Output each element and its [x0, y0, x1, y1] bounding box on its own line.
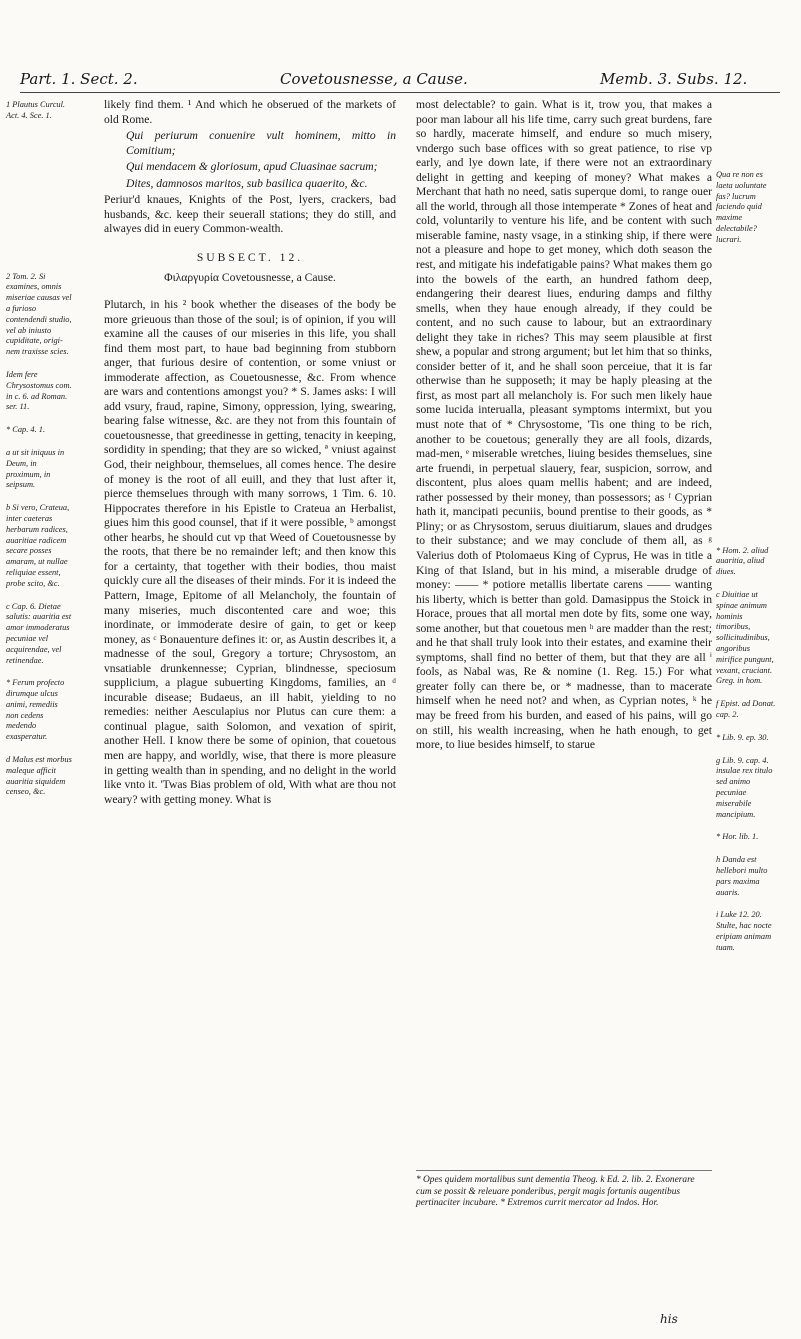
main-paragraph-continued: most delectable? to gain. What is it, trow you, that makes a poor man labour all his life time, carry such great burdens, fare so hardly, macerate himself, and endure so much misery, vndergo such base offices with so great patience, to rise vp early, and lye down late, if there were not an extraordinary delight in getting and keeping of money? What makes a Merchant that hath no need, satis superque domi, to range ouer all the world, through all those intemperate * Zones of heat and cold, voluntarily to venture his life, and be content with such miserable famine, nasty vsage, in a stinking ship, if there were not a pleasure and hope to get money, which doth season the rest, and mitigate his indefatigable pains? What makes them go into the bowels of the earth, an hundred fathom deep, endangering their dearest liues, enduring damps and filthy smells, when they haue enough already, if they could be content, and no such cause to labour, but an extraordinary delight they take in riches? This may seem plausible at first shew, a popular and strong argument; but let him that so thinks, consider better of it, and he shall soon perceiue, that it is far otherwise than he supposeth; it may be haply pleasing at the first, as most part all melancholy is. For such men likely haue some lucida interualla, pleasant symptoms intermixt, but you must note that of * Chrysostome, 'Tis one thing to be rich, another to be couetous; generally they are all fools, dizards, mad-men, ᵉ miserable wretches, liuing besides themselues, sine arte fruendi, in perpetual slauery, fear, suspicion, sorrow, and discontent, plus aloes quam mellis habent; and are indeed, rather possessed by their money, than possessors; as ᶠ Cyprian hath it, mancipati pecuniis, bound prentise to their goods, as * Pliny; or as Chrysostom, seruus diuitiarum, slaues and drudges to their substance; and we may conclude of them all, as ᵍ Valerius doth of Ptolomaeus King of Cyprus, He was in title a King of that Island, but in his mind, a miserable drudge of money: —— * potiore metallis libertate carens —— wanting his liberty, which is better than gold. Damasippus the Stoick in Horace, proues that all mortal men dote by fits, some one way, some another, but that couetous men ʰ are madder than the rest; and he that shall truly look into their estates, and examine their symptoms, shall find no better of them, but that they are all ⁱ fools, as Nabal was, Re & nomine (1. Reg. 15.) For what greater folly can there be, or * madnesse, than to macerate himself when he need not? and when, as Cyprian notes, ᵏ he may be freed from his burden, and eased of his pains, will go on still, his wealth increasing, when he hath enough, to get more, to liue besides himself, to staruе	[416, 98, 712, 752]
header-memb: Memb. 3. Subs. 12.	[600, 70, 748, 88]
running-header	[20, 68, 780, 93]
marginal-note: c Cap. 6. Dietae salutis: auaritia est amor immoderatus pecuniae vel acquirendae, vel retinendae.	[6, 601, 72, 665]
header-part: Part. 1. Sect. 2.	[20, 70, 138, 88]
intro-text: likely find them. ¹ And which he obserued of the markets of old Rome.	[104, 98, 396, 126]
marginal-note: i Luke 12. 20. Stulte, hac nocte eripiam animam tuam.	[716, 910, 772, 952]
left-column	[104, 98, 396, 807]
marginal-note: * Lib. 9. ep. 30.	[716, 732, 769, 742]
main-paragraph: Plutarch, in his ² book whether the diseases of the body be more grieuous than those of the soul; is of opinion, if you will examine all the causes of our miseries in this life, you shall find them most part, to haue bad beginning from stubborn anger, that furious desire of contention, or some vniust or immoderate affection, as Couetousnesse, &c. From whence are wars and contentions amongst you? * S. James asks: I will add vsury, fraud, rapine, Simony, oppression, lying, swearing, bearing false witnesse, &c. are they not from this fountain of couetousnesse, that greedinesse in getting, tenacity in keeping, sordidity in spending; that they are so wicked, ª vniust against God, their neighbour, themselues, all comes hence. The desire of money is the root of all euill, and they that lust after it, pierce themselues through with many sorrows, 1 Tim. 6. 10. Hippocrates therefore in his Epistle to Crateua an Herbalist, giues him this good counsel, that if it were possible, ᵇ amongst other hearbs, he should cut vp that Weed of Couetousnesse by the roots, that there be no remainder left; and then know this for a certainty, that together with their bodies, thou maist quickly cure all the diseases of their minds. For it is indeed the Pattern, Image, Epitome of all Melancholy, the fountain of many miseries, much discontented care and woe; this inordinate, or immoderate desire of gain, to get or keep money, as ᶜ Bonauenture defines it: or, as Austin describes it, a madnesse of the soul, Gregory a torture; Chrysostom, an vnsatiable drunkennesse; Cyprian, blindnesse, speciosum supplicium, a plague subuerting Kingdoms, families, an ᵈ incurable disease; Budaeus, an ill habit, yielding to no remedies: neither Aesculapius nor Plutus can cure them: a continual plague, saith Solomon, and vexation of spirit, another Hell. I know there be some of opinion, that couetous men are happy, and worldly, wise, that there is more pleasure in getting wealth than in spending, and no delight in the world like vnto it. 'Twas Bias problem of old, With what are thou not weary? with getting money. What is	[104, 298, 396, 806]
verse-line: Qui periurum conuenire vult hominem, mitto in Comitium;	[126, 129, 396, 157]
right-column	[416, 98, 712, 753]
after-verse-text: Periur'd knaues, Knights of the Post, lyers, crackers, bad husbands, &c. keep their seuerall stations; they do still, and alwayes did in euery Common-wealth.	[104, 193, 396, 236]
marginal-note: * Hor. lib. 1.	[716, 832, 759, 842]
left-marginalia	[6, 100, 72, 810]
marginal-note: f Epist. ad Donat. cap. 2.	[716, 699, 776, 719]
marginal-note: 2 Tom. 2. Si examines, omnis miseriae causas vel a furioso contendendi studio, vel ab iniusto cupiditate, origi- nem traxisse scies.	[6, 271, 72, 357]
marginal-note: * Cap. 4. 1.	[6, 425, 46, 435]
marginal-note: d Malus est morbus maleque afficit auaritia siquidem censeo, &c.	[6, 755, 72, 797]
verse-line: Qui mendacem & gloriosum, apud Cluasinae sacrum;	[126, 160, 378, 174]
header-title: Covetousnesse, a Cause.	[280, 70, 468, 88]
marginal-note: * Hom. 2. aliud auaritia, aliud diues.	[716, 545, 769, 577]
verse-line: Dites, damnosos maritos, sub basilica quaerito, &c.	[126, 176, 368, 190]
right-marginalia	[716, 100, 776, 965]
marginal-note: c Diuitiae ut spinae animum hominis timoribus, sollicitudinibus, angoribus mirifice pungunt, vexant, cruciant. Greg. in hom.	[716, 589, 774, 686]
marginal-note: a ut sit iniquus in Deum, in proximum, in seipsum.	[6, 447, 65, 490]
marginal-note: 1 Plautus Curcul. Act. 4. Sce. 1.	[6, 100, 66, 120]
marginal-note: * Ferum profecto dirumque ulcus animi, remediis non cedens medendo exasperatur.	[6, 678, 65, 742]
marginal-note: Qua re non es laeta uoluntate fas? lucrum faciendo quid maxime delectabile? lucrari.	[716, 170, 767, 244]
marginal-note: g Lib. 9. cap. 4. insulae rex titulo sed animo pecuniae miserabile mancipium.	[716, 755, 773, 819]
marginal-note: Idem fere Chrysostomus com. in c. 6. ad Roman. ser. 11.	[6, 369, 72, 412]
footnotes: * Opes quidem mortalibus sunt dementia Theog. k Ed. 2. lib. 2. Exonerare cum se possit & releuare ponderibus, pergit magis fortunis augentibus pertinaciter incubare. * Extremos currit mercator ad Indos. Hor.	[416, 1170, 712, 1210]
catchword: his	[660, 1312, 678, 1326]
marginal-note: b Si vero, Crateua, inter caeteras herbarum radices, auaritiae radicem secare posses amaram, ut nullae reliquiae essent, probe scito, &c.	[6, 503, 70, 588]
subsection-title: Φιλαργυρία Covetousnesse, a Cause.	[164, 271, 336, 285]
marginal-note: h Danda est hellebori multo pars maxima auaris.	[716, 855, 768, 897]
subsection-heading: SUBSECT. 12.	[196, 250, 304, 264]
